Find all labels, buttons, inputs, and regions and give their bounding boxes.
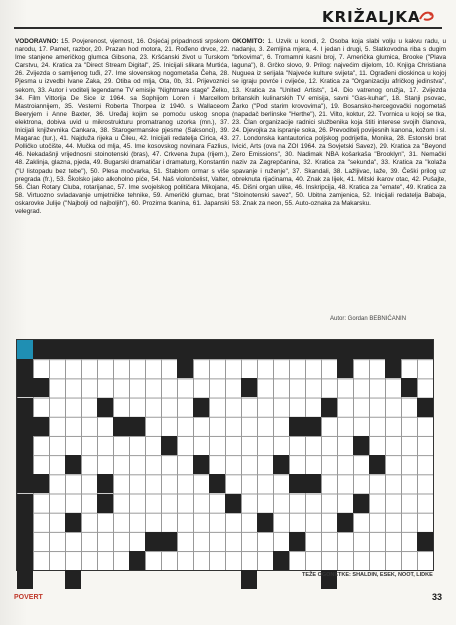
grid-cell-blk — [225, 340, 241, 359]
grid-cell-blk — [289, 340, 305, 359]
grid-cell-blk — [161, 436, 177, 455]
grid-cell-blk — [17, 570, 33, 589]
grid-cell-blk — [337, 359, 353, 378]
page-header — [300, 6, 450, 28]
grid-cell-blk — [129, 551, 145, 570]
grid-cell-blk — [17, 378, 33, 397]
grid-cell-blk — [241, 570, 257, 589]
grid-cell-blk — [193, 398, 209, 417]
grid-cell-blk — [225, 494, 241, 513]
grid-cell-blk — [65, 513, 81, 532]
grid-cell-blk — [33, 378, 49, 397]
grid-cell-blk — [353, 436, 369, 455]
grid-cell-blk — [129, 340, 145, 359]
grid-cell-blk — [81, 340, 97, 359]
grid-cell-blk — [177, 340, 193, 359]
brand-logo-icon — [418, 9, 436, 23]
grid-cell-blk — [97, 474, 113, 493]
grid-cell-blk — [289, 474, 305, 493]
grid-cell-blk — [337, 513, 353, 532]
grid-cell-blk — [17, 474, 33, 493]
clues-down-label: OKOMITO: — [232, 38, 265, 45]
grid-cell-blk — [241, 340, 257, 359]
grid-cell-blk — [273, 551, 289, 570]
grid-cell-blk — [33, 417, 49, 436]
grid-cell-blk — [289, 417, 305, 436]
grid-cell-blk — [417, 532, 433, 551]
author-credit: Autor: Gordan BEBNIĆANIN — [330, 316, 407, 322]
header-rule — [14, 27, 442, 29]
grid-cell-blk — [97, 398, 113, 417]
grid-cell-blk — [145, 340, 161, 359]
grid-cell-blk — [17, 494, 33, 513]
grid-cell-blk — [289, 532, 305, 551]
grid-cell-blk — [17, 551, 33, 570]
grid-cell-blk — [337, 340, 353, 359]
grid-cell-blk — [17, 532, 33, 551]
crossword-grid[interactable] — [16, 339, 434, 571]
grid-cell-blk — [257, 513, 273, 532]
grid-cell-blk — [417, 340, 433, 359]
clues-across-text: 15. Povjerenost, vjernost, 16. Osjećaj pripadnosti srpskom narodu, 17. Pamet, razbor, 20. Prazan hod motora, 21. Rođeno drvce, 22. Ime stanjene američkog glumca Gibsona, 23. Kršćanski život u Turskom Carstvu, 24. Kratica za "Direct Stream Digital", 25. Inicijali slikara Murtića, 26. Zvijezda o samljenog tuđi, 27. Ime slovenskog nogometaša Čeha, 28. Pjesma u izvedbi Ivane Zaka, 29. Otiba od mlja, Ota, 0b, 31. Prijevoznici sekom, 33. Autor i voditelj legendarne TV emisije "Nightmare stage" Želko, 34. Film Vittorija De Sice iz 1964. sa Sophijom Loren i Marcellom Mastroiannijem, 35. Vesterni Roberta Thorpea iz 1940. s Wallaceom Beeryjem i Anne Baxter, 36. Uređaj kojim se pomoću uskog snopa elektrona, dobiva uvid u mikrostrukturu promatranog uzorka (mn.), 37. Inicijali književnika Cankara, 38. Starogermanske pjesme (Saksonci), 39. Magarac (tur.), 41. Najduža rijeka u Čileu, 42. Inicijali redatelja Cirica, 43. Polličko utočište, 44. Mučka od mlja, 45. Ime kosovskog novinara Fazlius, 46. Nekadašnji vrijednosni stoinotenski (bras), 47. Crkvena župa (rijem.), 48. Zaklinja, glazna, pjeda, 49. Bugarski dramatičar i dramaturg, Konstantin ("U listopadu bez tebe"), 50. Plesa močvarka, 51. Stablom ormar s više pregrada (fr.), 53. Školsko jako alkoholno piće, 54. Naš violončelist, Valter, 56. Član Rotary Cluba, rotarijanac, 57. Ime svojelskog političara Mikojana, 58. Virtuozno svladavanje umjetničke tehnike, 59. Američki glumac, brat oskarovke Julije ("Najbolji od najboljih"), 60. Prozirna tkanina, 61. Japanski velegrad. — [15, 38, 229, 215]
grid-cell-cyan — [17, 340, 33, 359]
grid-cell-blk — [113, 417, 129, 436]
grid-cell-blk — [385, 340, 401, 359]
hint-footnote: TEŽE OGONETKE: SHALDIN, ESEK, NOOT, LIDKE — [302, 572, 433, 578]
grid-cell-blk — [257, 340, 273, 359]
clues-across-label: VODORAVNO: — [15, 38, 59, 45]
grid-cell-blk — [65, 455, 81, 474]
page-title: KRIŽALJKA — [322, 8, 421, 26]
grid-cell-blk — [33, 474, 49, 493]
grid-cell-blk — [305, 474, 321, 493]
grid-cell-blk — [17, 455, 33, 474]
grid-cell-blk — [417, 398, 433, 417]
grid-cell-blk — [177, 359, 193, 378]
clues-down-text: 1. Uzvik u kondi, 2. Osoba koja slabi volju u kakvu radu, u nadanju, 3. Zemljina mjera, 4. I jedan i drugi, 5. Slatkovodna riba s dugim "brkovima", 6. Tromamni kasni broj, 7. Američka glumica, Brooke ("Plava laguna"), 8. Grčko slovo, 9. Prilog: najvećim dijelom, 10. Knjiga Christiana Nuguea iz serijala "Najveće kulture svijeta", 11. Ograđeni dioskinca u kojoj se igraju povrće i cvijeće, 12. Kratica za "Organizaciju afričkog jedinstva", 13. Kratica za "United Artists", 14. Dio vatrenog oružja, 17. Zvijezda britanskih kulinarskih TV emisija, savni "Gas-kuhar", 18. Stanji psovac, Žarko ("Pod starim krovovima"), 19. Bosansko-hercegovački nogometaš (napadač berlinske "Herthe"), 21. Vilto, koktur, 22. Tvornica u kojoj se tka, 23. Član organizacije radnici službenika koja štiti interese svojih članova, 24. Djevojka za ispranje soka, 26. Prevoditelj povijesnih kanona, kožom i sl. 27. Londonska kantautorica poljskog podrijetla, Monika, 28. Estonski brat Ivicić, Arts (ova na ZOI 1964. za Sovjetski Savez), 29. Kratica za "Beyond Zero Emissions", 30. Nadimak NBA košarkaša "Brooklyn", 31. Nemački naziv za Zagrepčanina, 32. Kratica za "sekunda", 33. Kratica za "kolaža spavanje i ruženje", 37. Skandali, 38. Lažljivac, laže, 39. Češki prilog uz obreknuta rijaćinama, 40. Znak za lijek, 41. Mitski ikarov otac, 42. Pušajte, 45. Dišni organ ulike, 46. Inskripcija, 48. Kratica za "emate", 49. Kratica za "Stoinotenski savez", 50. Ubitna zamjenica, 52. Inicijali redatelja Babaja, 53. Znak za neon, 55. Auto-oznaka za Makarsku. — [232, 38, 446, 207]
grid-cell-blk — [321, 340, 337, 359]
grid-cell-blk — [65, 340, 81, 359]
grid-cell-blk — [305, 340, 321, 359]
grid-cell-blk — [305, 417, 321, 436]
grid-cell-blk — [113, 340, 129, 359]
clues-down — [232, 38, 446, 208]
grid-cell-blk — [273, 340, 289, 359]
grid-cell-blk — [33, 340, 49, 359]
grid-cell-blk — [161, 532, 177, 551]
grid-cell-blk — [353, 494, 369, 513]
grid-cell-blk — [369, 455, 385, 474]
clues-across — [15, 38, 229, 216]
grid-cell-blk — [353, 340, 369, 359]
grid-cell-blk — [17, 398, 33, 417]
grid-cell-blk — [401, 340, 417, 359]
page-number: 33 — [432, 592, 443, 602]
grid-cell-blk — [145, 532, 161, 551]
grid-cell-blk — [193, 340, 209, 359]
grid-cell-blk — [17, 436, 33, 455]
grid-cell-blk — [97, 494, 113, 513]
grid-cell-blk — [209, 340, 225, 359]
grid-cell-blk — [321, 398, 337, 417]
grid-cell-blk — [17, 513, 33, 532]
grid-cell-blk — [209, 474, 225, 493]
grid-cell-blk — [97, 340, 113, 359]
brand-mark: POVERT — [14, 594, 43, 601]
grid-cell-blk — [17, 359, 33, 378]
grid-cell-blk — [385, 359, 401, 378]
grid-cell-blk — [17, 417, 33, 436]
grid-cell-blk — [129, 417, 145, 436]
grid-cell-blk — [49, 340, 65, 359]
grid-cell-blk — [65, 570, 81, 589]
grid-cell-blk — [161, 340, 177, 359]
grid-cell-blk — [241, 378, 257, 397]
grid-cell-blk — [401, 378, 417, 397]
grid-cell-blk — [193, 455, 209, 474]
grid-cell-blk — [369, 340, 385, 359]
grid-cell-blk — [273, 455, 289, 474]
